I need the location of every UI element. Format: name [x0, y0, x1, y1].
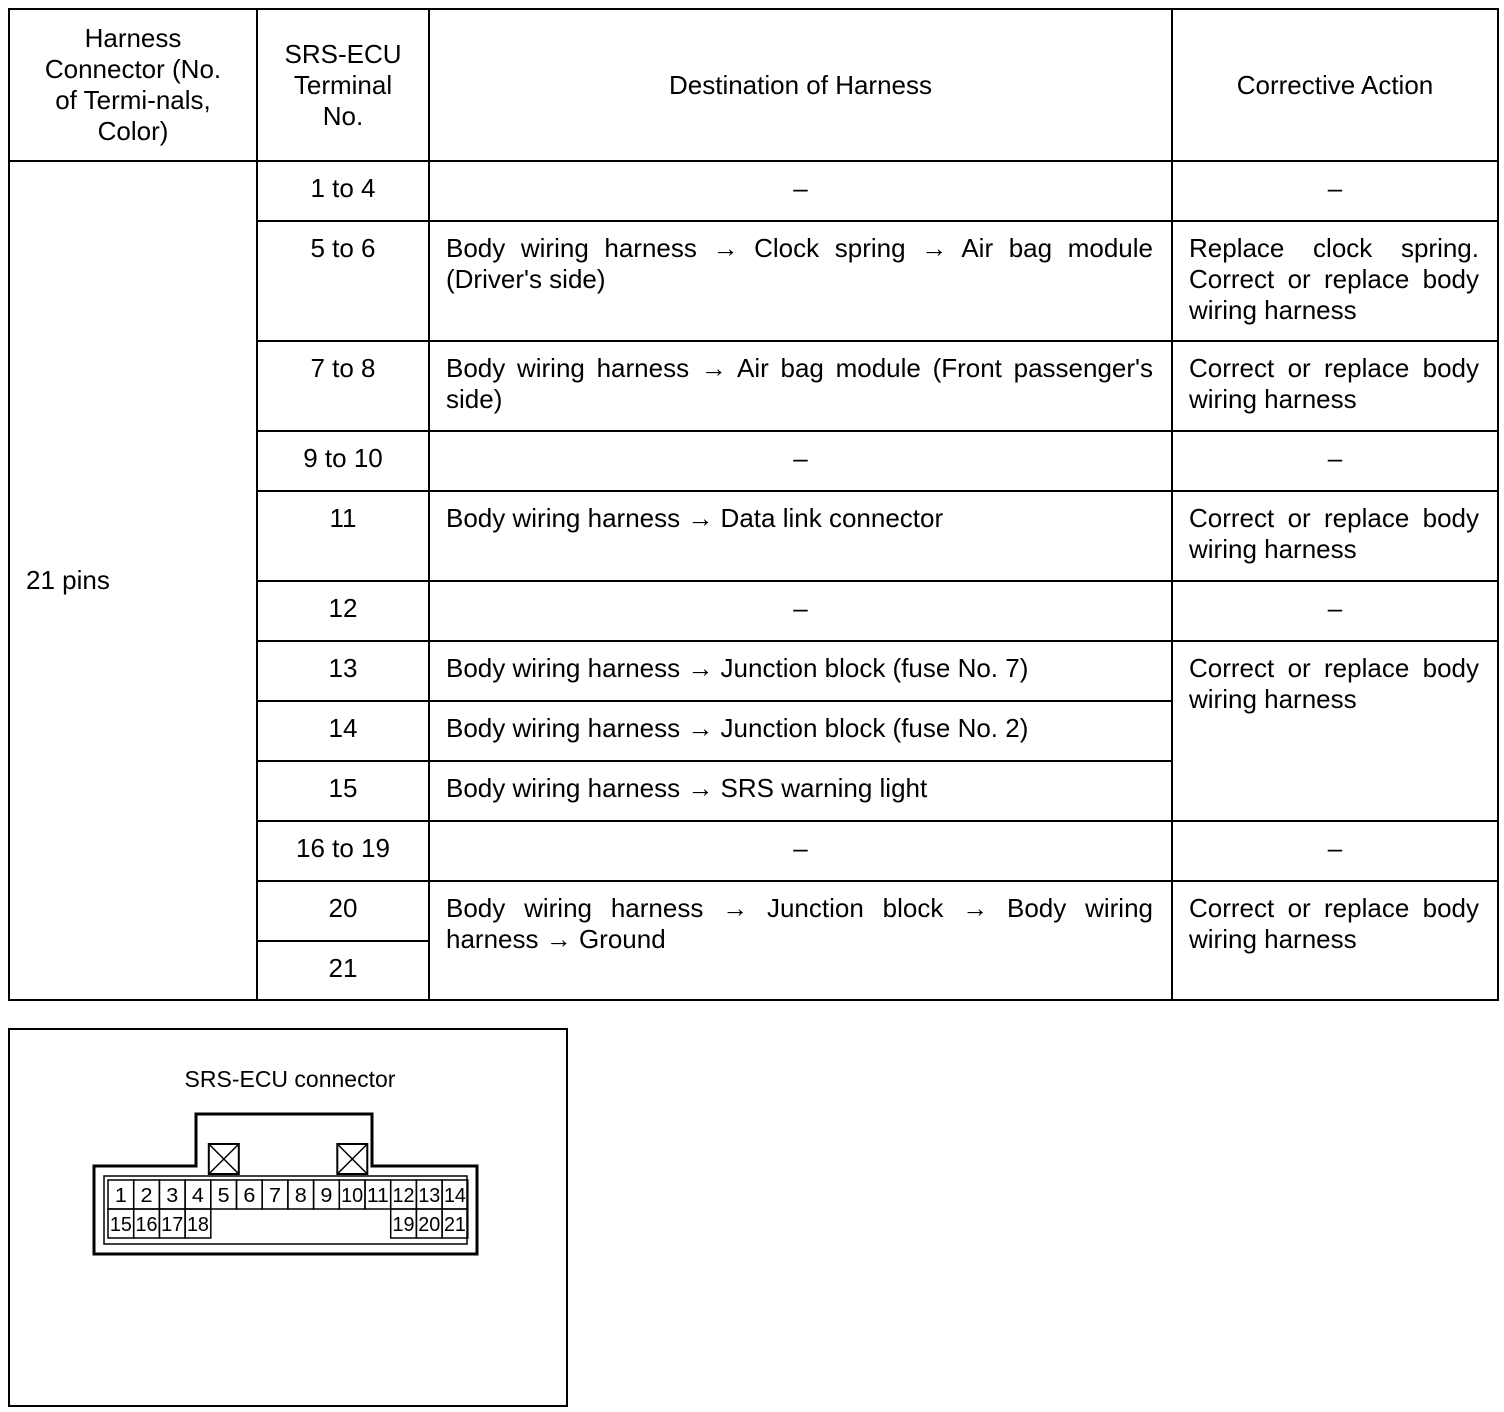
action-cell: – [1172, 821, 1498, 881]
header-destination: Destination of Harness [429, 9, 1172, 161]
destination-cell: Body wiring harness → Junction block → Body wiring harness → Ground [429, 881, 1172, 1000]
header-harness-connector: Harness Connector (No. of Termi-nals, Color) [9, 9, 257, 161]
destination-cell: Body wiring harness → SRS warning light [429, 761, 1172, 821]
pin-label: 3 [166, 1185, 179, 1207]
terminal-cell: 13 [257, 641, 429, 701]
pin-label: 4 [191, 1185, 204, 1207]
terminal-cell: 15 [257, 761, 429, 821]
destination-cell: Body wiring harness → Clock spring → Air bag module (Driver's side) [429, 221, 1172, 341]
terminal-cell: 1 to 4 [257, 161, 429, 221]
pin-label: 16 [135, 1214, 158, 1236]
pin-label: 14 [443, 1185, 466, 1207]
action-cell: Replace clock spring. Correct or replace body wiring harness [1172, 221, 1498, 341]
action-cell: – [1172, 431, 1498, 491]
header-terminal-no: SRS-ECU Terminal No. [257, 9, 429, 161]
pin-label: 17 [161, 1214, 184, 1236]
destination-cell: Body wiring harness → Air bag module (Front passenger's side) [429, 341, 1172, 431]
terminal-cell: 20 [257, 881, 429, 941]
pin-row-top [108, 1180, 468, 1209]
destination-cell: – [429, 161, 1172, 221]
pin-label: 6 [243, 1185, 256, 1207]
action-cell: Correct or replace body wiring harness [1172, 341, 1498, 431]
header-action: Corrective Action [1172, 9, 1498, 161]
terminal-cell: 16 to 19 [257, 821, 429, 881]
terminal-cell: 11 [257, 491, 429, 581]
destination-cell: Body wiring harness → Junction block (fuse No. 7) [429, 641, 1172, 701]
action-cell: Correct or replace body wiring harness [1172, 881, 1498, 1000]
action-cell: – [1172, 581, 1498, 641]
pin-label: 21 [443, 1214, 466, 1236]
pin-label: 1 [114, 1185, 127, 1207]
destination-cell: – [429, 431, 1172, 491]
connector-diagram [8, 1028, 568, 1407]
pin-label: 19 [392, 1214, 415, 1236]
action-cell: Correct or replace body wiring harness [1172, 641, 1498, 821]
pin-row-bottom [108, 1209, 468, 1238]
terminal-cell: 14 [257, 701, 429, 761]
destination-cell: – [429, 581, 1172, 641]
pin-label: 2 [140, 1185, 153, 1207]
terminal-cell: 5 to 6 [257, 221, 429, 341]
action-cell: Correct or replace body wiring harness [1172, 491, 1498, 581]
destination-cell: Body wiring harness → Data link connector [429, 491, 1172, 581]
terminal-cell: 9 to 10 [257, 431, 429, 491]
connector-cell: 21 pins [9, 161, 257, 1000]
pin-label: 11 [366, 1185, 389, 1207]
terminal-cell: 7 to 8 [257, 341, 429, 431]
pin-label: 9 [320, 1185, 333, 1207]
pin-label: 7 [269, 1185, 282, 1207]
action-cell: – [1172, 161, 1498, 221]
terminal-cell: 12 [257, 581, 429, 641]
pin-label: 20 [418, 1214, 441, 1236]
pin-label: 15 [109, 1214, 132, 1236]
blank-pins [209, 1144, 367, 1174]
pin-label: 5 [217, 1185, 230, 1207]
pin-label: 10 [341, 1185, 364, 1207]
pin-label: 8 [294, 1185, 307, 1207]
table-row [9, 161, 1498, 221]
pin-label: 12 [392, 1185, 415, 1207]
connector-drawing [10, 1030, 566, 1405]
pin-label: 18 [186, 1214, 209, 1236]
destination-cell: Body wiring harness → Junction block (fuse No. 2) [429, 701, 1172, 761]
diagram-title: SRS-ECU connector [184, 1066, 396, 1092]
destination-cell: – [429, 821, 1172, 881]
pin-label: 13 [418, 1185, 441, 1207]
harness-table [8, 8, 1499, 1001]
header-row [9, 9, 1498, 161]
terminal-cell: 21 [257, 941, 429, 1000]
